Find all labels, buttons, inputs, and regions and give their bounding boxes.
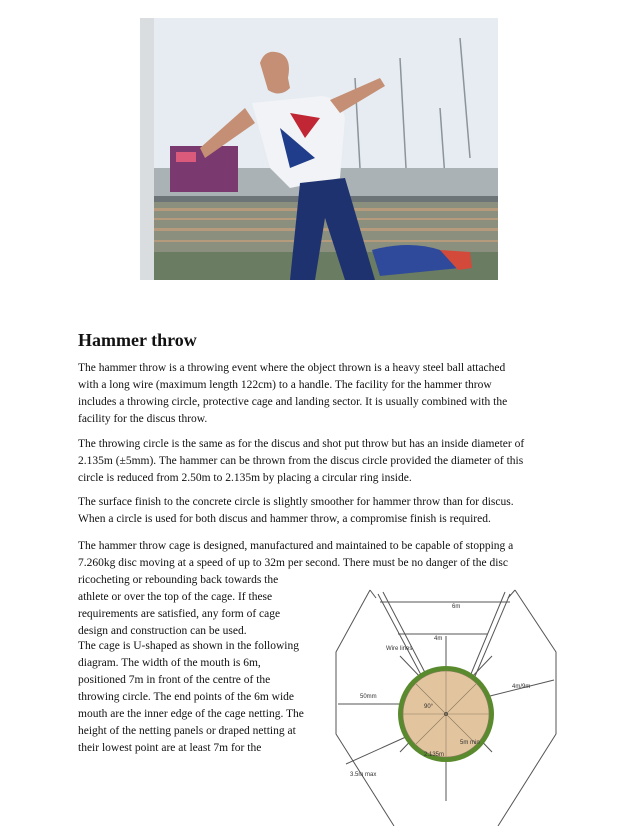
text-line: The hammer throw is a throwing event where the object thrown is a heavy steel ball attached — [78, 362, 506, 374]
text-line: ricocheting or rebounding back towards the — [78, 574, 279, 586]
label-circle-diameter: 2.135m — [424, 752, 445, 758]
athlete-photo — [140, 18, 498, 280]
hammer-thrower-image — [140, 18, 498, 280]
text-line: includes a throwing circle, protective cage and landing sector. It is usually combined with the — [78, 396, 508, 408]
text-line: their lowest point are at least 7m for the — [78, 742, 262, 754]
label-angle: 90° — [424, 704, 434, 710]
label-max-dimension: 3.5m max — [350, 772, 377, 778]
label-mouth-width: 6m — [452, 604, 461, 610]
text-line: The cage is U-shaped as shown in the following — [78, 640, 300, 652]
text-line: athlete or over the top of the cage. If these — [78, 591, 273, 603]
cage-outline-right — [498, 590, 556, 826]
text-line: throwing circle. The end points of the 6m wide — [78, 691, 295, 703]
page-title: Hammer throw — [78, 330, 197, 350]
text-line: diagram. The width of the mouth is 6m, — [78, 657, 261, 669]
paragraph-circle — [78, 436, 524, 487]
label-inner-width: 4m — [434, 636, 443, 642]
label-50mm: 50mm — [360, 694, 377, 700]
text-line: design and construction can be used. — [78, 625, 247, 637]
text-line: 7.260kg disc moving at a speed of up to 32m per second. There must be no danger of the disc — [78, 557, 508, 569]
text-line: height of the netting panels or draped netting at — [78, 725, 296, 737]
cage-post-left — [370, 590, 376, 598]
cage-diagram-svg — [320, 576, 580, 826]
text-line: 2.135m (±5mm). The hammer can be thrown from the discus circle provided the diameter of this — [78, 455, 524, 467]
paragraph-u-shape — [78, 638, 304, 757]
text-line: positioned 7m in front of the centre of the — [78, 674, 271, 686]
text-line: facility for the discus throw. — [78, 413, 208, 425]
label-sector-distance: 4m/9m — [512, 684, 531, 690]
paragraph-surface — [78, 494, 514, 528]
text-line: The throwing circle is the same as for the discus and shot put throw but has an inside diameter of — [78, 438, 525, 450]
text-line: circle is reduced from 2.50m to 2.135m by placing a circular ring inside. — [78, 472, 412, 484]
label-wire-lines: Wire lines — [386, 646, 413, 652]
paragraph-intro — [78, 360, 507, 428]
text-line: with a long wire (maximum length 122cm) to a handle. The facility for the hammer throw — [78, 379, 492, 391]
label-5m-min: 5m min — [460, 740, 480, 746]
text-line: The hammer throw cage is designed, manufactured and maintained to be capable of stopping a — [78, 540, 514, 552]
text-line: The surface finish to the concrete circle is slightly smoother for hammer throw than for discus. — [78, 496, 514, 508]
cage-diagram — [320, 576, 580, 826]
text-line: When a circle is used for both discus and hammer throw, a compromise finish is required. — [78, 513, 491, 525]
text-line: requirements are satisfied, any form of cage — [78, 608, 281, 620]
text-line: mouth are the inner edge of the cage netting. The — [78, 708, 304, 720]
cage-outline — [336, 590, 394, 826]
